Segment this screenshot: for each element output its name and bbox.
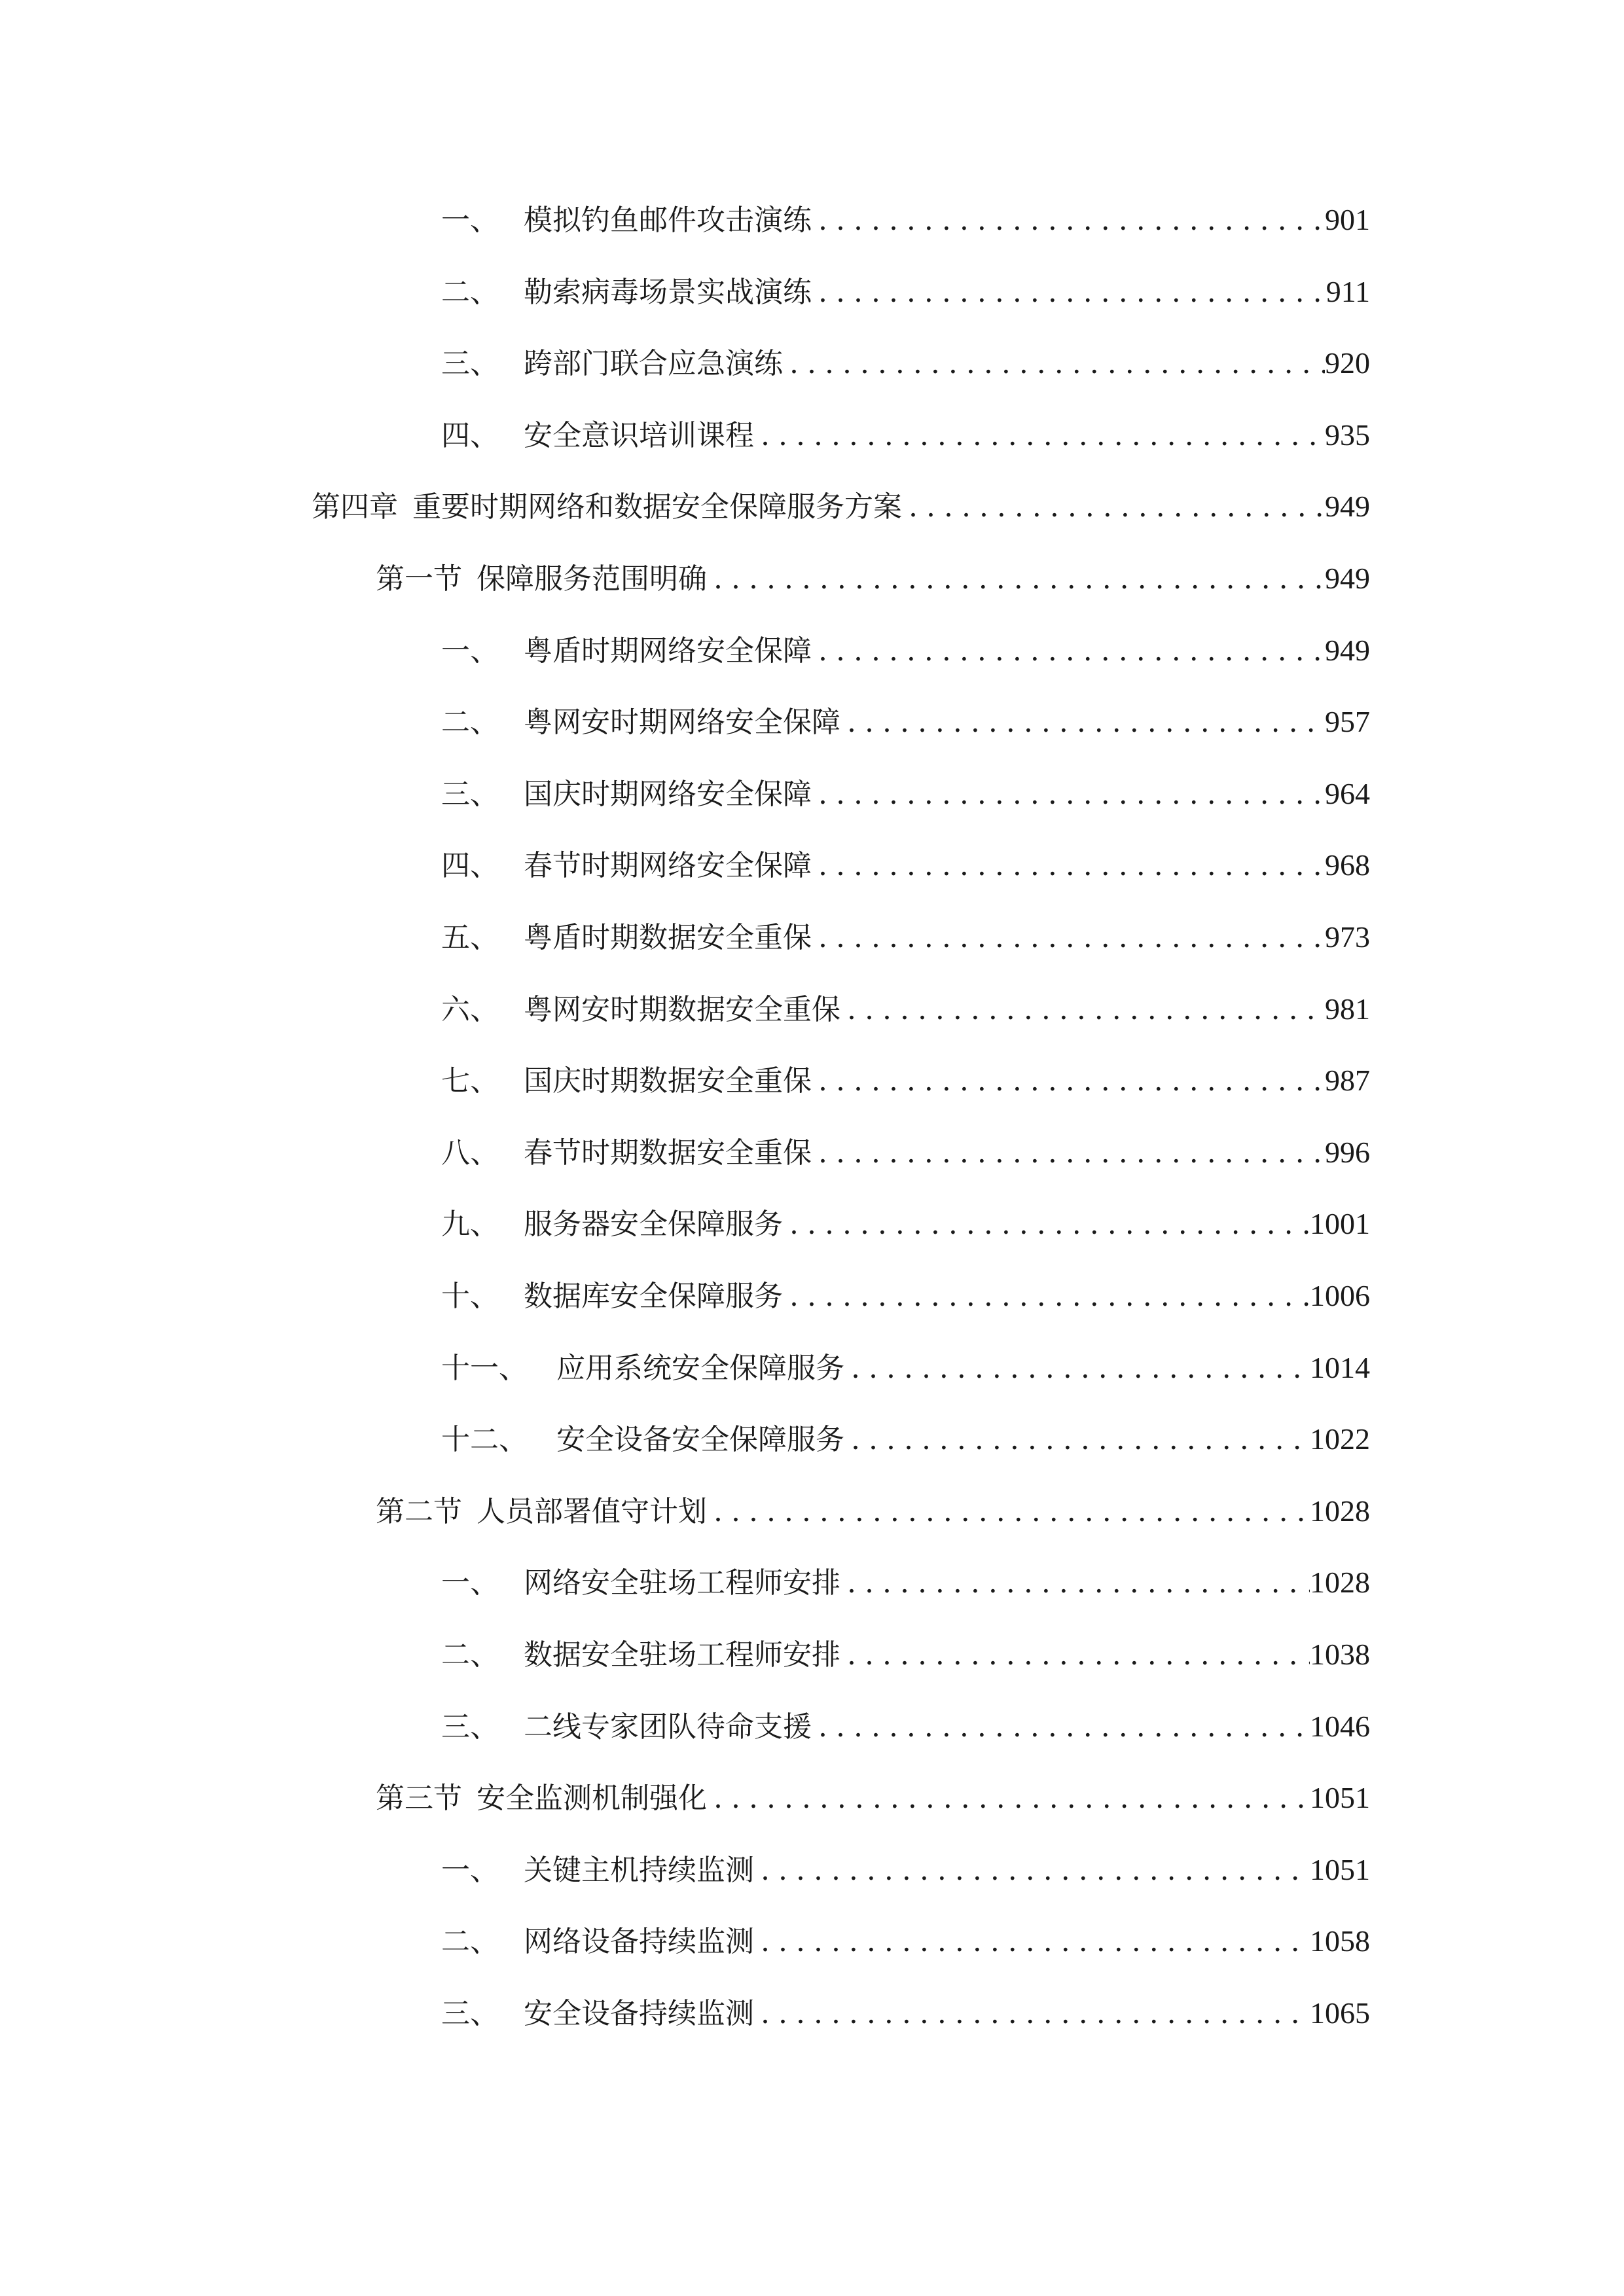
toc-dot-leader bbox=[840, 1629, 1310, 1681]
toc-entry-line bbox=[441, 624, 1370, 677]
toc-entry-number: 三、 bbox=[441, 1710, 499, 1744]
toc-dot-leader bbox=[902, 481, 1325, 533]
toc-entry-page-number: 901 bbox=[1325, 203, 1370, 236]
toc-entry-number: 三、 bbox=[441, 778, 499, 811]
toc-entry-line bbox=[441, 1342, 1370, 1394]
toc-entry-line bbox=[441, 1915, 1370, 1967]
toc-entry-title: 安全设备安全保障服务 bbox=[556, 1423, 844, 1456]
toc-entry[interactable] bbox=[0, 1772, 1624, 1824]
toc-entry-line bbox=[441, 337, 1370, 389]
toc-entry-page-number: 987 bbox=[1325, 1064, 1370, 1097]
toc-dot-leader bbox=[812, 1055, 1325, 1107]
toc-entry-page-number: 935 bbox=[1325, 418, 1370, 452]
toc-entry[interactable] bbox=[0, 1342, 1624, 1394]
toc-entry[interactable] bbox=[0, 1485, 1624, 1537]
toc-entry-number: 六、 bbox=[441, 993, 499, 1026]
toc-entry-number: 二、 bbox=[441, 1638, 499, 1672]
toc-entry-line bbox=[441, 768, 1370, 820]
toc-dot-leader bbox=[812, 1127, 1325, 1179]
toc-dot-leader bbox=[812, 266, 1326, 319]
toc-entry-line bbox=[441, 696, 1370, 748]
toc-entry-page-number: 949 bbox=[1325, 562, 1370, 595]
toc-entry[interactable] bbox=[0, 1700, 1624, 1753]
toc-entry-page-number: 1028 bbox=[1310, 1566, 1370, 1599]
toc-entry-line bbox=[441, 1628, 1370, 1681]
toc-entry[interactable] bbox=[0, 409, 1624, 461]
toc-dot-leader bbox=[707, 1486, 1310, 1538]
toc-entry-title: 粤盾时期网络安全保障 bbox=[524, 634, 812, 668]
toc-entry-number: 第一节 bbox=[376, 562, 462, 596]
toc-entry-line bbox=[441, 1054, 1370, 1107]
toc-entry-line bbox=[376, 552, 1370, 605]
toc-entry-page-number: 973 bbox=[1325, 920, 1370, 954]
toc-entry-page-number: 1028 bbox=[1310, 1494, 1370, 1528]
toc-entry-title: 服务器安全保障服务 bbox=[524, 1208, 783, 1241]
toc-entry-number: 五、 bbox=[441, 921, 499, 954]
toc-entry-title: 重要时期网络和数据安全保障服务方案 bbox=[412, 490, 902, 524]
toc-entry-title: 安全监测机制强化 bbox=[477, 1782, 707, 1815]
toc-entry-title: 勒索病毒场景实战演练 bbox=[524, 276, 812, 309]
toc-entry[interactable] bbox=[0, 839, 1624, 891]
toc-entry-number: 十一、 bbox=[441, 1352, 528, 1385]
toc-entry-title: 国庆时期网络安全保障 bbox=[524, 778, 812, 811]
toc-entry-line bbox=[441, 1126, 1370, 1179]
toc-entry-title: 国庆时期数据安全重保 bbox=[524, 1064, 812, 1098]
toc-entry-number: 第二节 bbox=[376, 1495, 462, 1528]
toc-dot-leader bbox=[754, 1988, 1310, 2040]
toc-dot-leader bbox=[844, 1342, 1310, 1395]
toc-entry-page-number: 964 bbox=[1325, 777, 1370, 810]
toc-entry-title: 春节时期网络安全保障 bbox=[524, 849, 812, 882]
toc-entry-line bbox=[441, 839, 1370, 891]
toc-entry-title: 保障服务范围明确 bbox=[477, 562, 707, 596]
toc-entry[interactable] bbox=[0, 911, 1624, 963]
toc-entry-title: 二线专家团队待命支援 bbox=[524, 1710, 812, 1744]
toc-dot-leader bbox=[812, 840, 1325, 892]
toc-entry-title: 关键主机持续监测 bbox=[524, 1854, 754, 1887]
toc-entry-line bbox=[441, 1198, 1370, 1250]
toc-entry[interactable] bbox=[0, 1270, 1624, 1322]
toc-entry-page-number: 1065 bbox=[1310, 1996, 1370, 2030]
toc-entry-title: 网络设备持续监测 bbox=[524, 1925, 754, 1958]
toc-entry-line bbox=[441, 1700, 1370, 1753]
toc-entry[interactable] bbox=[0, 1915, 1624, 1967]
toc-entry[interactable] bbox=[0, 1556, 1624, 1609]
toc-entry-page-number: 981 bbox=[1325, 992, 1370, 1026]
toc-dot-leader bbox=[754, 1916, 1310, 1968]
toc-entry-page-number: 949 bbox=[1325, 490, 1370, 523]
toc-entry-number: 七、 bbox=[441, 1064, 499, 1098]
toc-entry-title: 粤网安时期网络安全保障 bbox=[524, 706, 840, 739]
toc-entry[interactable] bbox=[0, 480, 1624, 533]
toc-dot-leader bbox=[812, 912, 1325, 964]
toc-entry-page-number: 957 bbox=[1325, 705, 1370, 738]
toc-dot-leader bbox=[812, 625, 1325, 677]
toc-entry-number: 四、 bbox=[441, 419, 499, 452]
toc-entry-number: 二、 bbox=[441, 1925, 499, 1958]
toc-entry-page-number: 1058 bbox=[1310, 1924, 1370, 1958]
toc-entry[interactable] bbox=[0, 1413, 1624, 1465]
toc-entry[interactable] bbox=[0, 1198, 1624, 1250]
toc-dot-leader bbox=[840, 1557, 1310, 1609]
toc-entry-title: 应用系统安全保障服务 bbox=[556, 1352, 844, 1385]
toc-entry-title: 安全设备持续监测 bbox=[524, 1997, 754, 2030]
toc-entry-number: 四、 bbox=[441, 849, 499, 882]
toc-entry-line bbox=[441, 983, 1370, 1035]
toc-entry-line bbox=[441, 1987, 1370, 2039]
toc-entry-page-number: 1014 bbox=[1310, 1351, 1370, 1384]
toc-entry-number: 一、 bbox=[441, 204, 499, 237]
toc-entry[interactable] bbox=[0, 194, 1624, 246]
toc-entry-number: 第三节 bbox=[376, 1782, 462, 1815]
toc-dot-leader bbox=[754, 410, 1325, 462]
toc-dot-leader bbox=[783, 1198, 1310, 1251]
toc-entry-line bbox=[441, 266, 1370, 318]
toc-entry-page-number: 996 bbox=[1325, 1136, 1370, 1169]
toc-entry-title: 网络安全驻场工程师安排 bbox=[524, 1566, 840, 1600]
toc-entry-number: 八、 bbox=[441, 1136, 499, 1170]
toc-entry-title: 粤网安时期数据安全重保 bbox=[524, 993, 840, 1026]
toc-dot-leader bbox=[812, 1701, 1310, 1753]
toc-entry[interactable] bbox=[0, 1054, 1624, 1107]
toc-dot-leader bbox=[812, 768, 1325, 821]
toc-dot-leader bbox=[812, 194, 1325, 247]
toc-dot-leader bbox=[783, 338, 1325, 390]
toc-entry-line bbox=[441, 911, 1370, 963]
toc-entry-line bbox=[441, 1556, 1370, 1609]
toc-entry-number: 九、 bbox=[441, 1208, 499, 1241]
toc-entry-number: 十、 bbox=[441, 1280, 499, 1313]
toc-entry-line bbox=[376, 1485, 1370, 1537]
toc-entry-page-number: 1022 bbox=[1310, 1422, 1370, 1456]
toc-dot-leader bbox=[840, 984, 1325, 1036]
toc-entry-title: 数据安全驻场工程师安排 bbox=[524, 1638, 840, 1672]
toc-entry[interactable] bbox=[0, 337, 1624, 389]
toc-entry-number: 一、 bbox=[441, 634, 499, 668]
toc-dot-leader bbox=[707, 1772, 1310, 1825]
toc-entry[interactable] bbox=[0, 696, 1624, 748]
toc-entry[interactable] bbox=[0, 1628, 1624, 1681]
toc-entry-number: 三、 bbox=[441, 347, 499, 380]
toc-entry-number: 二、 bbox=[441, 706, 499, 739]
toc-entry-page-number: 949 bbox=[1325, 634, 1370, 667]
toc-entry-line bbox=[312, 480, 1370, 533]
toc-entry-title: 春节时期数据安全重保 bbox=[524, 1136, 812, 1170]
toc-entry-number: 十二、 bbox=[441, 1423, 528, 1456]
toc-entry[interactable] bbox=[0, 768, 1624, 820]
toc-entry-page-number: 1006 bbox=[1310, 1279, 1370, 1312]
toc-entry-page-number: 1051 bbox=[1310, 1781, 1370, 1814]
toc-entry-page-number: 1038 bbox=[1310, 1638, 1370, 1671]
toc-entry-line bbox=[441, 194, 1370, 246]
toc-entry[interactable] bbox=[0, 983, 1624, 1035]
toc-entry-title: 模拟钓鱼邮件攻击演练 bbox=[524, 204, 812, 237]
toc-dot-leader bbox=[783, 1270, 1310, 1323]
toc-dot-leader bbox=[754, 1844, 1310, 1897]
toc-entry-title: 跨部门联合应急演练 bbox=[524, 347, 783, 380]
toc-entry-line bbox=[441, 1270, 1370, 1322]
toc-entry-title: 粤盾时期数据安全重保 bbox=[524, 921, 812, 954]
toc-entry-line bbox=[376, 1772, 1370, 1824]
toc-entry-page-number: 1051 bbox=[1310, 1853, 1370, 1886]
toc-entry[interactable] bbox=[0, 1987, 1624, 2039]
toc-entry-number: 第四章 bbox=[312, 490, 398, 524]
toc-entry-page-number: 1001 bbox=[1310, 1207, 1370, 1240]
toc-entry[interactable] bbox=[0, 1844, 1624, 1896]
toc-entry[interactable] bbox=[0, 1126, 1624, 1179]
toc-entry-page-number: 1046 bbox=[1310, 1710, 1370, 1743]
toc-entry-number: 三、 bbox=[441, 1997, 499, 2030]
toc-entry-title: 安全意识培训课程 bbox=[524, 419, 754, 452]
toc-entry-line bbox=[441, 1844, 1370, 1896]
toc-entry-page-number: 920 bbox=[1325, 346, 1370, 380]
toc-entry[interactable] bbox=[0, 624, 1624, 677]
toc-entry-number: 二、 bbox=[441, 276, 499, 309]
toc-entry-title: 人员部署值守计划 bbox=[477, 1495, 707, 1528]
toc-entry-title: 数据库安全保障服务 bbox=[524, 1280, 783, 1313]
toc-entry-page-number: 911 bbox=[1326, 275, 1370, 308]
toc-entry-number: 一、 bbox=[441, 1854, 499, 1887]
toc-dot-leader bbox=[840, 696, 1325, 749]
toc-entry-page-number: 968 bbox=[1325, 848, 1370, 882]
toc-entry[interactable] bbox=[0, 266, 1624, 318]
toc-dot-leader bbox=[844, 1414, 1310, 1466]
toc-entry-line bbox=[441, 1413, 1370, 1465]
toc-entry[interactable] bbox=[0, 552, 1624, 605]
toc-entry-number: 一、 bbox=[441, 1566, 499, 1600]
toc-dot-leader bbox=[707, 553, 1325, 605]
toc-entry-line bbox=[441, 409, 1370, 461]
